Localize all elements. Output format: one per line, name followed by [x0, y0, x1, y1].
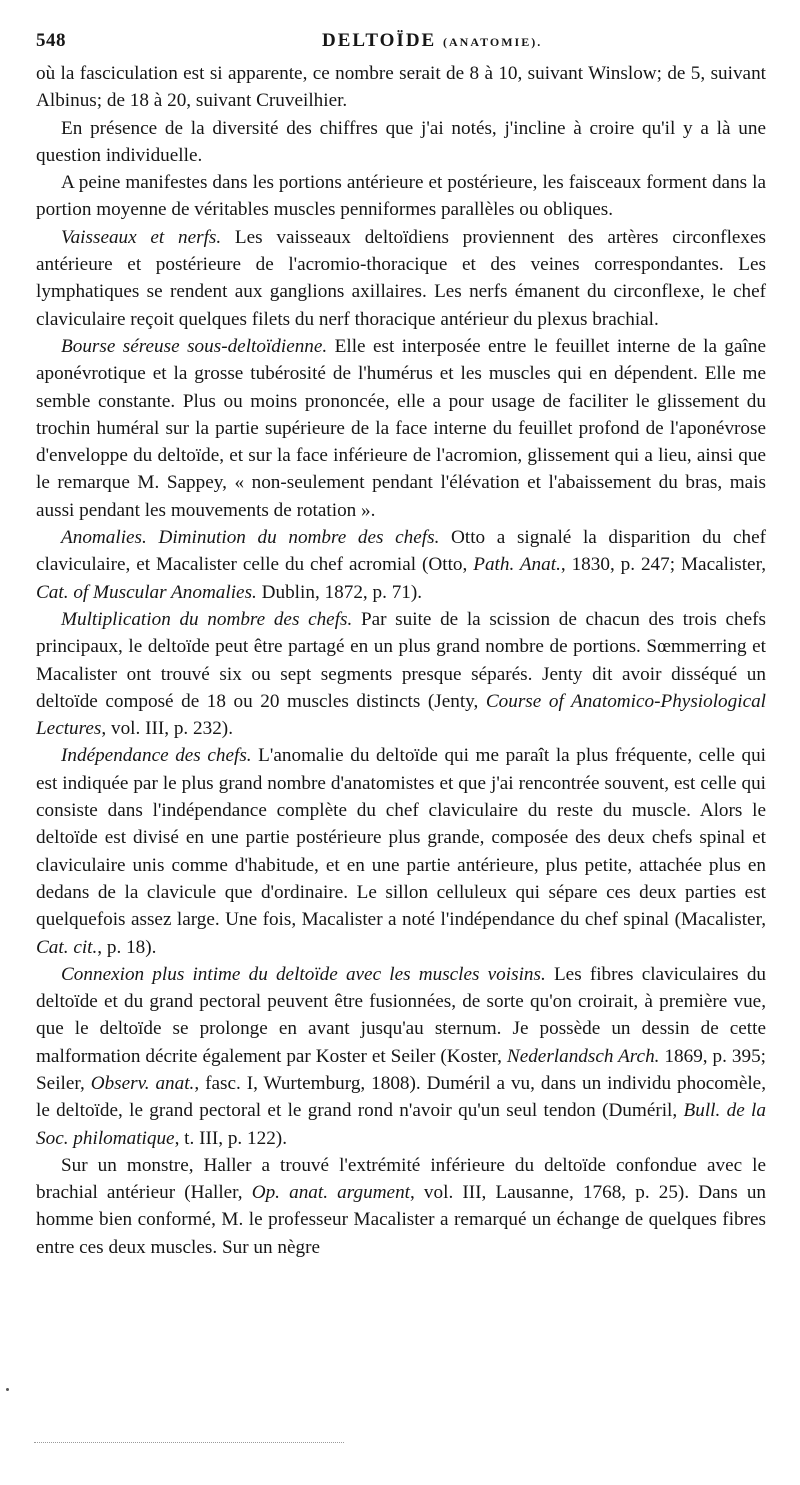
- paragraph: [36, 1152, 766, 1261]
- text-run: Sur un monstre, Haller a trouvé l'extrémité inférieure du deltoïde confondue avec le brachial antérieur (Haller,: [36, 1154, 766, 1204]
- italic-run: Op. anat. argument: [251, 1182, 410, 1204]
- paragraph: [36, 60, 766, 115]
- margin-speck: [6, 1388, 9, 1391]
- text-run: Otto a signalé la disparition du chef claviculaire, et Macalister celle du chef acromial (Otto,: [36, 527, 767, 576]
- paragraph: [36, 961, 766, 1152]
- italic-run: Indépendance des chefs.: [61, 745, 252, 767]
- italic-run: Bull. de la Soc. philomatique: [36, 1100, 766, 1149]
- italic-run: Bourse séreuse sous-deltoïdienne.: [61, 335, 328, 357]
- italic-run: Cat. of Muscular Anomalies.: [36, 581, 257, 603]
- text-run: , vol. III, p. 232).: [101, 718, 233, 740]
- text-run: 1869, p. 395; Seiler,: [36, 1045, 766, 1094]
- text-run: , vol. III, Lausanne, 1768, p. 25). Dans un homme bien conformé, M. le professeur Macalister a remarqué un échange de quelques fibres entre ces deux muscles. Sur un nègre: [36, 1182, 767, 1258]
- running-head: [36, 26, 766, 60]
- paragraph: [36, 224, 766, 333]
- italic-run: Observ. anat.: [90, 1072, 195, 1094]
- italic-run: Nederlandsch Arch.: [506, 1045, 660, 1067]
- paragraph: [36, 606, 766, 742]
- paragraph: [36, 115, 766, 170]
- text-run: A peine manifestes dans les portions antérieure et postérieure, les faisceaux forment dans la portion moyenne de véritables muscles penniformes parallèles ou obliques.: [36, 172, 766, 221]
- text-run: En présence de la diversité des chiffres que j'ai notés, j'incline à croire qu'il y a là une question individuelle.: [36, 117, 766, 166]
- paragraph: [36, 524, 766, 606]
- italic-run: Anomalies.: [61, 527, 147, 549]
- text-run: où la fasciculation est si apparente, ce nombre serait de 8 à 10, suivant Winslow; de 5, suivant Albinus; de 18 à 20, suivant Cruveilhier.: [36, 63, 766, 112]
- text-run: Les vaisseaux deltoïdiens proviennent des artères circonflexes antérieure et postérieure de l'acromio-thoracique et des veines correspondantes. Les lymphatiques se rendent aux ganglions axillaires. Les nerfs émanent du circonflexe, le chef claviculaire reçoit quelques filets du nerf thoracique antérieur du plexus brachial.: [36, 226, 766, 330]
- running-title-main: DELTOÏDE: [322, 30, 437, 51]
- paragraph: [36, 742, 766, 960]
- text-run: , fasc. I, Wurtemburg, 1808). Duméril a vu, dans un individu phocomèle, le deltoïde, le grand pectoral et le grand rond n'avoir qu'un seul tendon (Duméril,: [36, 1072, 766, 1122]
- text-run: , 1830, p. 247; Macalister,: [560, 554, 766, 576]
- text-run: [147, 527, 159, 548]
- paragraph: [36, 169, 766, 224]
- text-run: Les fibres claviculaires du deltoïde et du grand pectoral peuvent être fusionnées, de sorte qu'on croirait, à première vue, que le deltoïde se prolonge en avant jusqu'au sternum. Je possède un dessin de cette malformation décrite également par Koster et Seiler (Koster,: [36, 963, 767, 1067]
- page-number: 548: [36, 30, 66, 51]
- text-run: , p. 18).: [97, 936, 157, 958]
- running-title-section: (ANATOMIE).: [442, 35, 543, 49]
- text-run: , t. III, p. 122).: [174, 1127, 287, 1149]
- italic-run: Multiplication du nombre des chefs.: [61, 608, 353, 630]
- text-run: Dublin, 1872, p. 71).: [256, 581, 423, 603]
- running-title: [322, 30, 542, 52]
- text-run: Par suite de la scission de chacun des trois chefs principaux, le deltoïde peut être partagé en un plus grand nombre de portions. Sœmmerring et Macalister ont trouvé six ou sept segments presque séparés. Jenty dit avoir disséqué un deltoïde composé de 18 ou 20 muscles distincts (Jenty,: [36, 608, 766, 712]
- body-text: [36, 60, 766, 1261]
- text-run: L'anomalie du deltoïde qui me paraît la plus fréquente, celle qui est indiquée par le plus grand nombre d'anatomistes et que j'ai rencontrée souvent, est celle qui consiste dans l'indépendance complète du chef claviculaire du reste du muscle. Alors le deltoïde est divisé en une partie postérieure plus grande, composée des deux chefs spinal et claviculaire unis comme d'habitude, et en une partie antérieure, plus petite, attachée plus en dedans de la clavicule que d'ordinaire. Le sillon celluleux qui sépare ces deux parties est quelquefois assez large. Une fois, Macalister a noté l'indépendance du chef spinal (Macalister,: [36, 745, 766, 931]
- italic-run: Path. Anat.: [473, 554, 561, 576]
- italic-run: Diminution du nombre des chefs.: [158, 527, 440, 549]
- italic-run: Course of Anatomico-Physiological Lectures: [36, 690, 767, 740]
- text-run: Elle est interposée entre le feuillet interne de la gaîne aponévrotique et la grosse tubérosité de l'humérus et les muscles qui en dépendent. Elle me semble constante. Plus ou moins prononcée, elle a pour usage de faciliter le glissement du trochin huméral sur la partie supérieure de la face interne du feuillet profond de l'aponévrose d'enveloppe du deltoïde, et sur la face inférieure de l'acromion, glissement qui a lieu, ainsi que le remarque M. Sappey, « non-seulement pendant l'élévation et l'abaissement du bras, mais aussi pendant les mouvements de rotation ».: [36, 335, 766, 521]
- italic-run: Connexion plus intime du deltoïde avec les muscles voisins.: [61, 963, 546, 985]
- italic-run: Cat. cit.: [36, 936, 98, 958]
- paragraph: [36, 333, 766, 524]
- footer-dotted-rule: [34, 1442, 344, 1443]
- italic-run: Vaisseaux et nerfs.: [61, 226, 222, 248]
